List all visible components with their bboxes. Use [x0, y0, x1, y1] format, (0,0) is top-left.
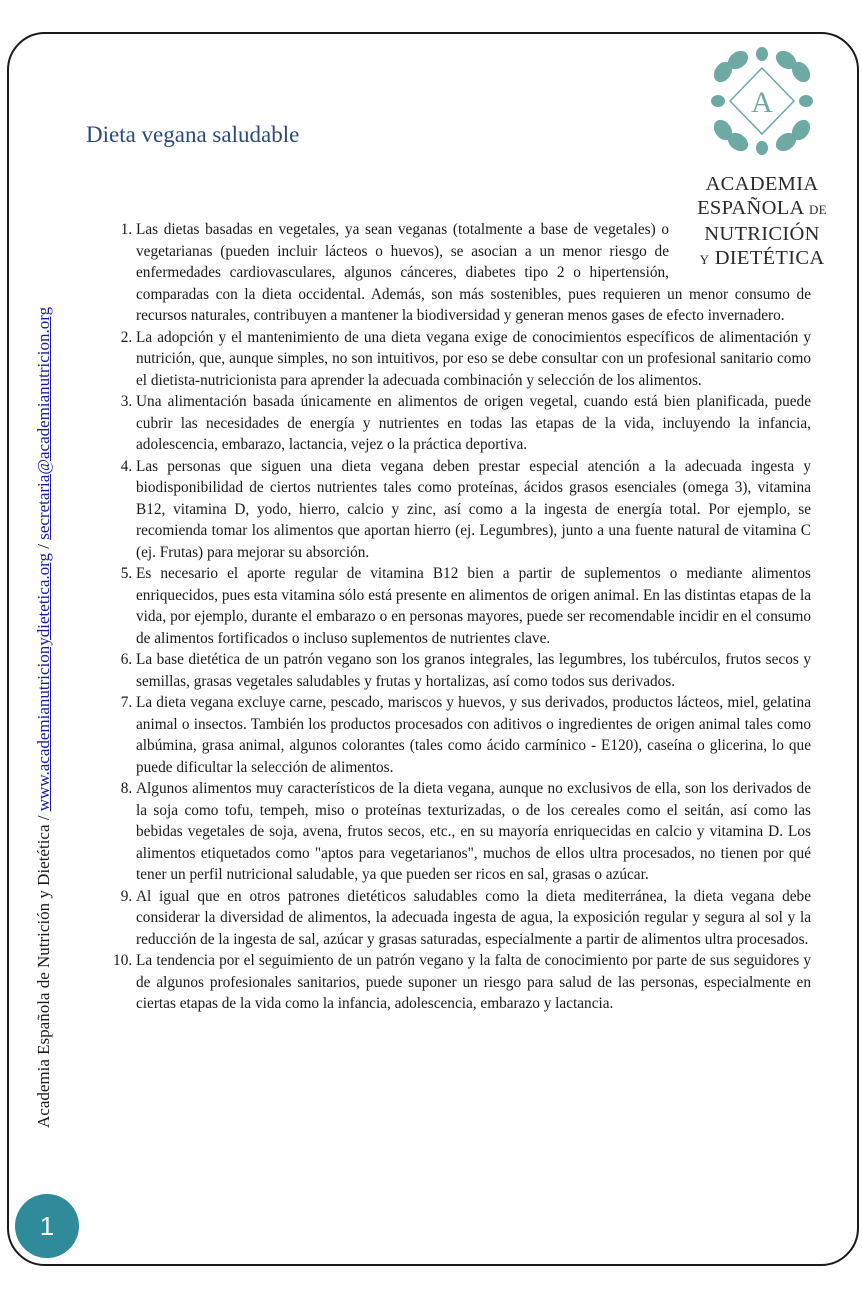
sidebar-separator-2: /: [34, 539, 53, 554]
list-item: 4. Las personas que siguen una dieta vegana deben prestar especial atención a la adecuada ingesta y biodisponibilidad de ciertos nutrientes tales como proteínas, ácidos grasos esenciales (omega 3), vitamina B12, vitamina D, yodo, hierro, calcio y zinc, así como a la ingesta de energía total. Por ejemplo, se recomienda tomar los alimentos que aportan hierro (ej. Legumbres), junto a una fuente natural de vitamina C (ej. Frutas) para mejorar su absorción.: [136, 456, 811, 564]
leaf-emblem-icon: [710, 46, 814, 156]
list-item: 5. Es necesario el aporte regular de vitamina B12 bien a partir de suplementos o mediante alimentos enriquecidos, pues esta vitamina sólo está presente en alimentos de origen animal. En las distintas etapas de la vida, por ejemplo, durante el embarazo o en personas mayores, puede ser recomendable incidir en el consumo de alimentos fortificados o incluso suplementos de nutrientes clave.: [136, 563, 811, 649]
website-link[interactable]: www.academianutricionydietetica.org: [34, 553, 53, 812]
list-item: 9. Al igual que en otros patrones dietéticos saludables como la dieta mediterránea, la dieta vegana debe considerar la diversidad de alimentos, la adecuada ingesta de agua, la exposición regular y segura al sol y la reducción de la ingesta de sal, azúcar y grasas saturadas, especialmente a partir de alimentos ultra procesados.: [136, 886, 811, 951]
list-item: 6. La base dietética de un patrón vegano son los granos integrales, las legumbres, los tubérculos, frutos secos y semillas, grasas vegetales saludables y frutas y hortalizas, así como todos sus derivados.: [136, 649, 811, 692]
sidebar-footer: [34, 307, 54, 1128]
list-item: 8. Algunos alimentos muy característicos de la dieta vegana, aunque no exclusivos de ella, son los derivados de la soja como tofu, tempeh, miso o proteínas texturizadas, o de los cereales como el seitán, así como las bebidas vegetales de soja, avena, frutos secos, etc., en su mayoría enriquecidas en calcio y vitamina D. Los alimentos etiquetados como "aptos para vegetarianos", muchos de ellos ultra procesados, no tienen por qué tener un perfil nutricional saludable, ya que pueden ser ricos en sal, grasas o azúcar.: [136, 778, 811, 886]
list-item: 7. La dieta vegana excluye carne, pescado, mariscos y huevos, y sus derivados, productos lácteos, miel, gelatina animal o insectos. También los productos procesados con aditivos o ingredientes de origen animal tales como albúmina, grasa animal, algunos colorantes (tales como ácido carmínico - E120), caseína o glicerina, lo que puede dificultar la selección de alimentos.: [136, 692, 811, 778]
logo-line-4-small: Y: [699, 252, 710, 267]
logo-line-2-main: ESPAÑOLA: [697, 197, 804, 219]
logo-float-space: [669, 219, 811, 279]
sidebar-separator: /: [34, 811, 53, 825]
logo-line-1: ACADEMIA: [705, 173, 819, 195]
main-content: [100, 219, 811, 1015]
page-number-badge: 1: [15, 1194, 79, 1258]
list-item: 10. La tendencia por el seguimiento de un patrón vegano y la falta de conocimiento por parte de sus seguidores y de algunos profesionales sanitarios, puede suponer un riesgo para salud de las personas, especialmente en ciertas etapas de la vida como la infancia, adolescencia, embarazo y lactancia.: [136, 950, 811, 1015]
logo-line-2-small: DE: [808, 202, 827, 217]
logo-line-3: NUTRICIÓN: [704, 223, 820, 245]
sidebar-org-name: Academia Española de Nutrición y Dietética: [34, 824, 53, 1128]
list-item: 3. Una alimentación basada únicamente en alimentos de origen vegetal, cuando está bien planificada, puede cubrir las necesidades de energía y nutrientes en todas las etapas de la vida, incluyendo la infancia, adolescencia, embarazo, lactancia, vejez o la práctica deportiva.: [136, 391, 811, 456]
logo-line-4-main: DIETÉTICA: [714, 247, 825, 269]
email-link[interactable]: secretaria@academianutricion.org: [34, 306, 53, 540]
list-item: 1. Las dietas basadas en vegetales, ya sean veganas (totalmente a base de vegetales) o vegetarianas (pueden incluir lácteos o huevos), se asocian a un menor riesgo de enfermedades cardiovasculares, algunos cánceres, diabetes tipo 2 o hipertensión, comparadas con la dieta occidental. Además, son más sostenibles, pues requieren un menor consumo de recursos naturales, contribuyen a mantener la biodiversidad y generan menos gases de efecto invernadero.: [136, 219, 811, 327]
list-item: 2. La adopción y el mantenimiento de una dieta vegana exige de conocimientos específicos de alimentación y nutrición, que, aunque simples, no son intuitivos, por eso se debe consultar con un profesional sanitario como el dietista-nutricionista para aprender la adecuada combinación y selección de los alimentos.: [136, 327, 811, 392]
logo-monogram: A: [751, 86, 773, 119]
page-title: Dieta vegana saludable: [86, 122, 300, 147]
recommendations-list: [100, 219, 811, 1015]
